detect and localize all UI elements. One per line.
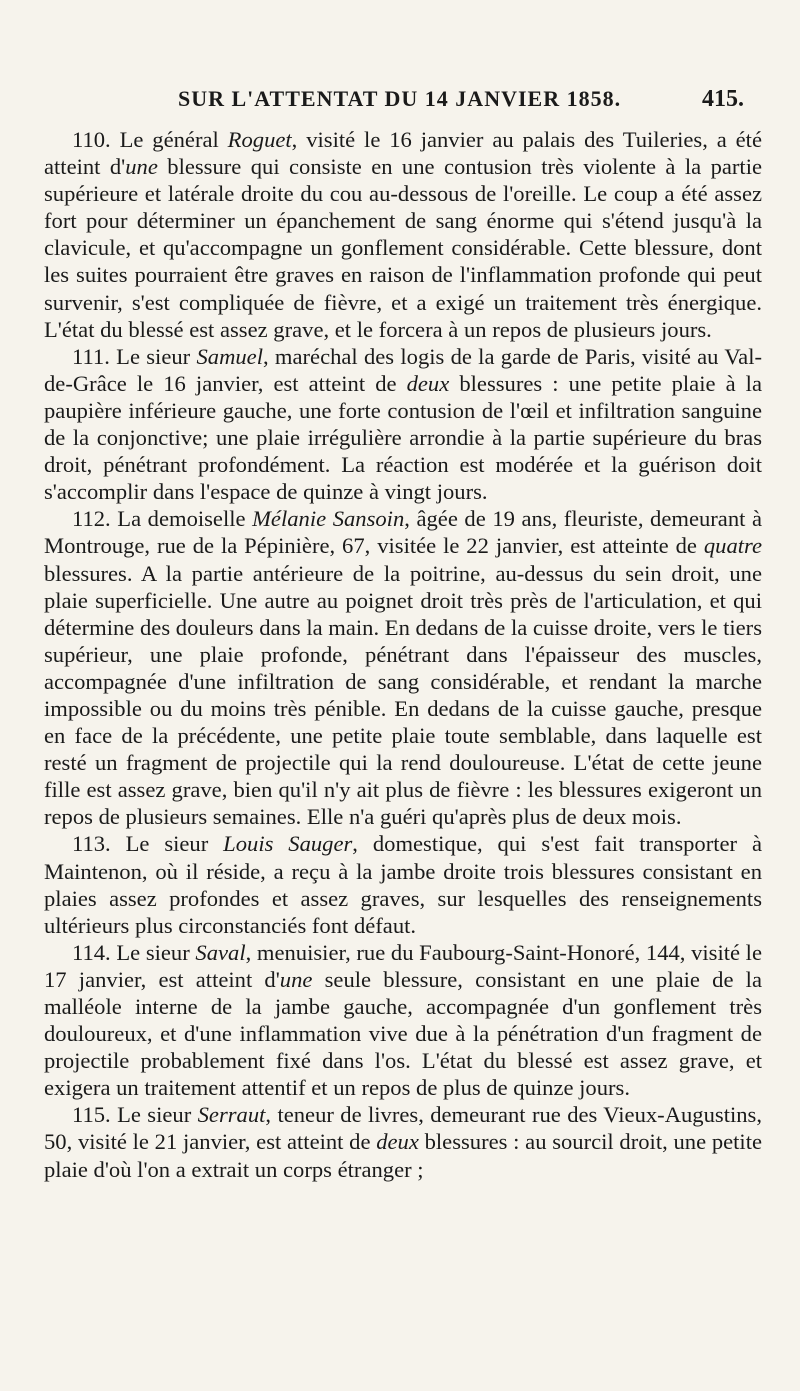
paragraph-number: 111.: [72, 343, 110, 369]
paragraph-text: , âgée de 19 ans, fleuriste, demeurant à Montrouge, rue de la Pépinière, 67, visitée le 22 janvier, est atteinte de: [44, 506, 762, 559]
italic-text: deux: [376, 1129, 419, 1155]
italic-text: Louis Sauger: [223, 831, 353, 857]
paragraph-text: Le sieur: [110, 831, 224, 857]
paragraph-number: 114.: [72, 939, 111, 965]
paragraph-text: seule blessure, consistant en une plaie de la malléole interne de la jambe gauche, accompagnée d'un gonflement très douloureux, et d'une inflammation vive due à la pénétration d'un fragment de projectile probablement fixé dans l'os. L'état du blessé est assez grave, et exigera un traitement attentif et un repos de plus de quinze jours.: [44, 966, 762, 1101]
italic-text: une: [279, 966, 313, 992]
paragraph-text: , menuisier, rue du Faubourg-Saint-Honoré, 144, visité le 17 janvier, est atteint d': [44, 939, 762, 992]
paragraph-text: Le général: [110, 127, 228, 152]
italic-text: Serraut: [197, 1102, 266, 1128]
running-title: SUR L'ATTENTAT DU 14 JANVIER 1858.: [178, 86, 622, 111]
paragraph-text: , teneur de livres, demeurant rue des Vieux-Augustins, 50, visité le 21 janvier, est atteint de: [44, 1102, 762, 1155]
paragraph-text: Le sieur: [109, 343, 197, 369]
paragraph-number: 115.: [72, 1102, 111, 1128]
paragraph-text: , maréchal des logis de la garde de Paris, visité au Val-de-Grâce le 16 janvier, est atteint de: [44, 343, 762, 396]
paragraph: [44, 1101, 762, 1182]
paragraph-text: Le sieur: [110, 939, 196, 965]
paragraph: [44, 126, 762, 343]
paragraph-text: blessures : une petite plaie à la paupière inférieure gauche, une forte contusion de l'œil et infiltration sanguine de la conjonctive; une plaie irrégulière arrondie à la partie supérieure du bras droit, pénétrant profondément. La réaction est modérée et la guérison doit s'accomplir dans l'espace de quinze à vingt jours.: [44, 370, 762, 505]
italic-text: Mélanie Sansoin: [252, 506, 405, 532]
paragraph: [44, 830, 762, 938]
paragraph-number: 110.: [72, 127, 111, 152]
paragraph-text: blessure qui consiste en une contusion très violente à la partie supérieure et latérale droite du cou au-dessous de l'oreille. Le coup a été assez fort pour déterminer un épanchement de sang énorme qui s'étend jusqu'à la clavicule, et qu'accompagne un gonflement considérable. Cette blessure, dont les suites pourraient être graves en raison de l'inflammation profonde qui peut survenir, s'est compliquée de fièvre, et a exigé un traitement très énergique. L'état du blessé est assez grave, et le forcera à un repos de plusieurs jours.: [44, 154, 762, 342]
body-text: [44, 126, 762, 1183]
paragraph-text: blessures : au sourcil droit, une petite plaie d'où l'on a extrait un corps étranger ;: [44, 1129, 762, 1182]
paragraph: [44, 505, 762, 830]
paragraph-text: , visité le 16 janvier au palais des Tuileries, a été atteint d': [44, 127, 762, 180]
paragraph-number: 112.: [72, 506, 111, 532]
paragraph-text: La demoiselle: [110, 506, 253, 532]
paragraph: [44, 939, 762, 1102]
paragraph-text: blessures. A la partie antérieure de la poitrine, au-dessus du sein droit, une plaie superficielle. Une autre au poignet droit très près de l'articulation, et qui détermine des douleurs dans la main. En dedans de la cuisse droite, vers le tiers supérieur, une plaie profonde, pénétrant dans l'épaisseur des muscles, accompagnée d'une infiltration de sang considérable, et rendant la marche impossible ou du moins très pénible. En dedans de la cuisse gauche, presque en face de la précédente, une petite plaie toute semblable, dans laquelle est resté un fragment de projectile qui la rend douloureuse. L'état de cette jeune fille est assez grave, bien qu'il n'y ait plus de fièvre : les blessures exigeront un repos de plusieurs semaines. Elle n'a guéri qu'après plus de deux mois.: [44, 560, 762, 830]
italic-text: deux: [406, 370, 450, 396]
paragraph: [44, 343, 762, 506]
italic-text: une: [125, 154, 158, 180]
italic-text: Samuel: [196, 343, 263, 369]
paragraph-number: 113.: [72, 831, 111, 857]
paragraph-text: Le sieur: [110, 1102, 198, 1128]
italic-text: Roguet: [227, 127, 292, 152]
italic-text: quatre: [703, 533, 762, 559]
page-header: [0, 86, 800, 116]
paragraph-text: , domestique, qui s'est fait transporter à Maintenon, où il réside, a reçu à la jambe droite trois blessures consistant en plaies assez profondes et assez graves, sur lesquelles des renseignements ultérieurs plus circonstanciés font défaut.: [44, 831, 762, 938]
page-number: 415.: [702, 86, 744, 112]
italic-text: Saval: [195, 939, 246, 965]
